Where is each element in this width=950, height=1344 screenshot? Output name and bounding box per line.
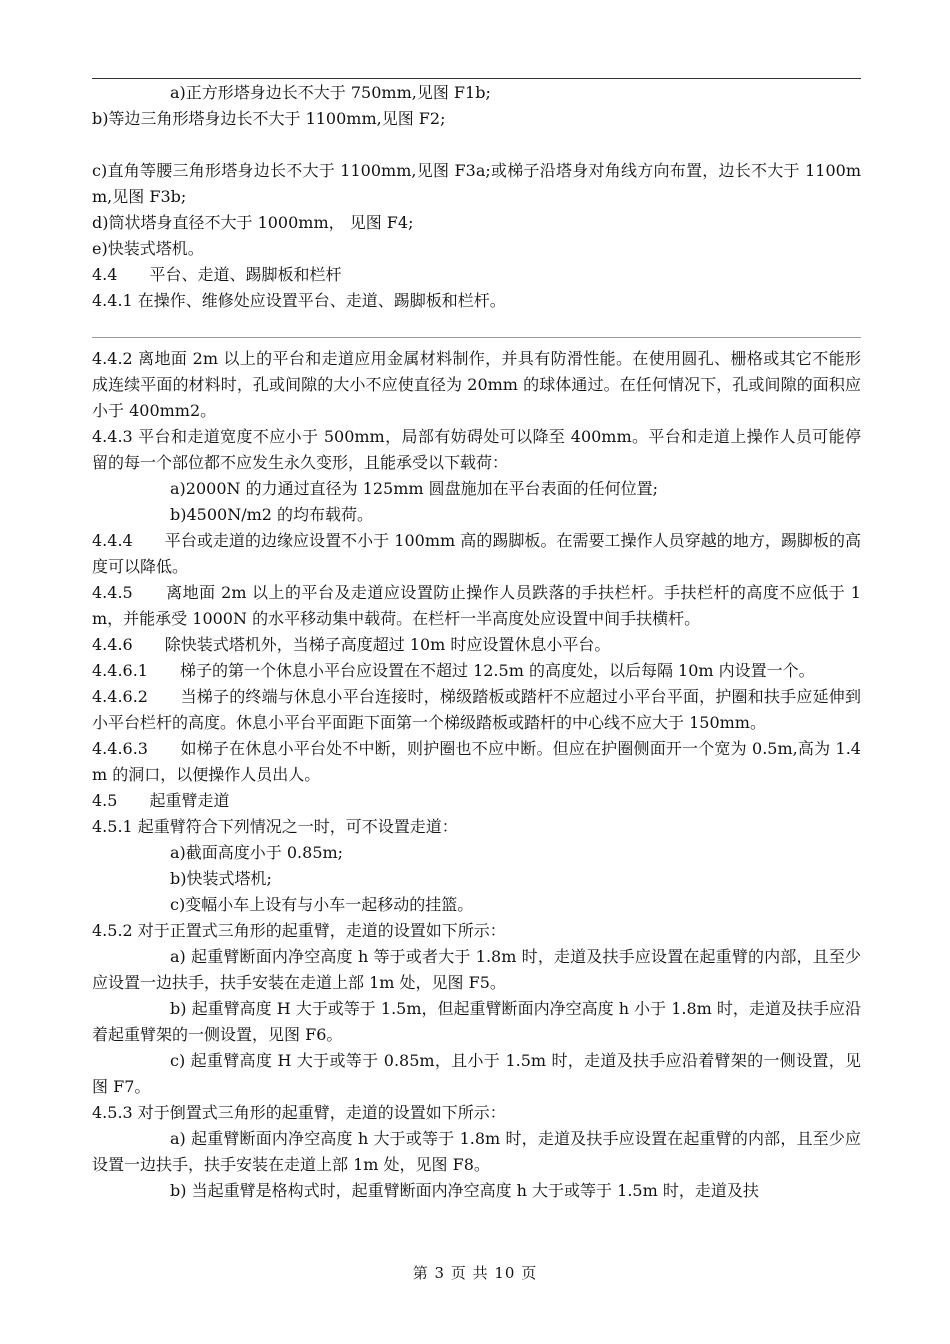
paragraph: a)正方形塔身边长不大于 750mm,见图 F1b; [170,83,491,102]
paragraph: b)等边三角形塔身边长不大于 1100mm,见图 F2; [92,109,446,128]
paragraph: 4.4.6 除快装式塔机外，当梯子高度超过 10m 时应设置休息小平台。 [92,635,611,654]
paragraph: b) 起重臂高度 H 大于或等于 1.5m，但起重臂断面内净空高度 h 小于 1.8m 时，走道及扶手应沿着起重臂架的一侧设置，见图 F6。 [92,999,861,1044]
paragraph: 4.5.2 对于正置式三角形的起重臂，走道的设置如下所示： [92,921,506,940]
paragraph: 4.5 起重臂走道 [92,791,230,810]
paragraph: 4.4.3 平台和走道宽度不应小于 500mm，局部有妨碍处可以降至 400mm。平台和走道上操作人员可能停留的每一个部位都不应发生永久变形，且能承受以下载荷： [92,427,861,472]
paragraph: 4.5.3 对于倒置式三角形的起重臂，走道的设置如下所示： [92,1103,506,1122]
paragraph: 4.4.5 离地面 2m 以上的平台及走道应设置防止操作人员跌落的手扶栏杆。手扶栏杆的高度不应低于 1m，并能承受 1000N 的水平移动集中载荷。在栏杆一半高度处应设置中间手扶横杆。 [92,583,861,628]
paragraph: a)2000N 的力通过直径为 125mm 圆盘施加在平台表面的任何位置; [170,479,659,498]
page-footer: 第 3 页 共 10 页 [412,1264,538,1282]
paragraph: e)快装式塔机。 [92,239,204,258]
paragraph: a) 起重臂断面内净空高度 h 等于或者大于 1.8m 时，走道及扶手应设置在起重臂的内部，且至少应设置一边扶手，扶手安装在走道上部 1m 处，见图 F5。 [92,947,861,992]
paragraph: 4.4.6.2 当梯子的终端与休息小平台连接时，梯级踏板或踏杆不应超过小平台平面，护圈和扶手应延伸到小平台栏杆的高度。休息小平台平面距下面第一个梯级踏板或踏杆的中心线不应大于 150mm。 [92,687,861,732]
paragraph: 4.4 平台、走道、踢脚板和栏杆 [92,265,342,284]
paragraph: a) 起重臂断面内净空高度 h 大于或等于 1.8m 时，走道及扶手应设置在起重臂的内部，且至少应设置一边扶手，扶手安装在走道上部 1m 处，见图 F8。 [92,1129,861,1174]
paragraph: 4.4.6.1 梯子的第一个休息小平台应设置在不超过 12.5m 的高度处，以后每隔 10m 内设置一个。 [92,661,815,680]
section-two [92,346,861,1204]
paragraph: c)变幅小车上设有与小车一起移动的挂篮。 [170,895,474,914]
paragraph: 4.4.4 平台或走道的边缘应设置不小于 100mm 高的踢脚板。在需要工操作人员穿越的地方，踢脚板的高度可以降低。 [92,531,861,576]
paragraph: c)直角等腰三角形塔身边长不大于 1100mm,见图 F3a;或梯子沿塔身对角线方向布置，边长不大于 1100mm,见图 F3b; [92,161,861,206]
paragraph: b)快装式塔机; [170,869,272,888]
paragraph: 4.5.1 起重臂符合下列情况之一时，可不设置走道： [92,817,458,836]
paragraph: 4.4.6.3 如梯子在休息小平台处不中断，则护圈也不应中断。但应在护圈侧面开一个宽为 0.5m,高为 1.4m 的洞口，以便操作人员出人。 [92,739,861,784]
middle-divider [92,337,861,338]
paragraph: a)截面高度小于 0.85m; [170,843,344,862]
paragraph: 4.4.2 离地面 2m 以上的平台和走道应用金属材料制作，并具有防滑性能。在使用圆孔、栅格或其它不能形成连续平面的材料时，孔或间隙的大小不应使直径为 20mm 的球体通过。在任何情况下，孔或间隙的面积应小于 400mm2。 [92,349,861,420]
paragraph: c) 起重臂高度 H 大于或等于 0.85m，且小于 1.5m 时，走道及扶手应沿着臂架的一侧设置，见图 F7。 [92,1051,861,1096]
paragraph: b)4500N/m2 的均布载荷。 [170,505,374,524]
top-divider [92,78,861,79]
paragraph: b) 当起重臂是格构式时，起重臂断面内净空高度 h 大于或等于 1.5m 时，走道及扶 [170,1181,759,1200]
paragraph: 4.4.1 在操作、维修处应设置平台、走道、踢脚板和栏杆。 [92,291,506,310]
paragraph [92,132,861,158]
paragraph: d)筒状塔身直径不大于 1000mm， 见图 F4; [92,213,414,232]
section-one [92,80,861,314]
